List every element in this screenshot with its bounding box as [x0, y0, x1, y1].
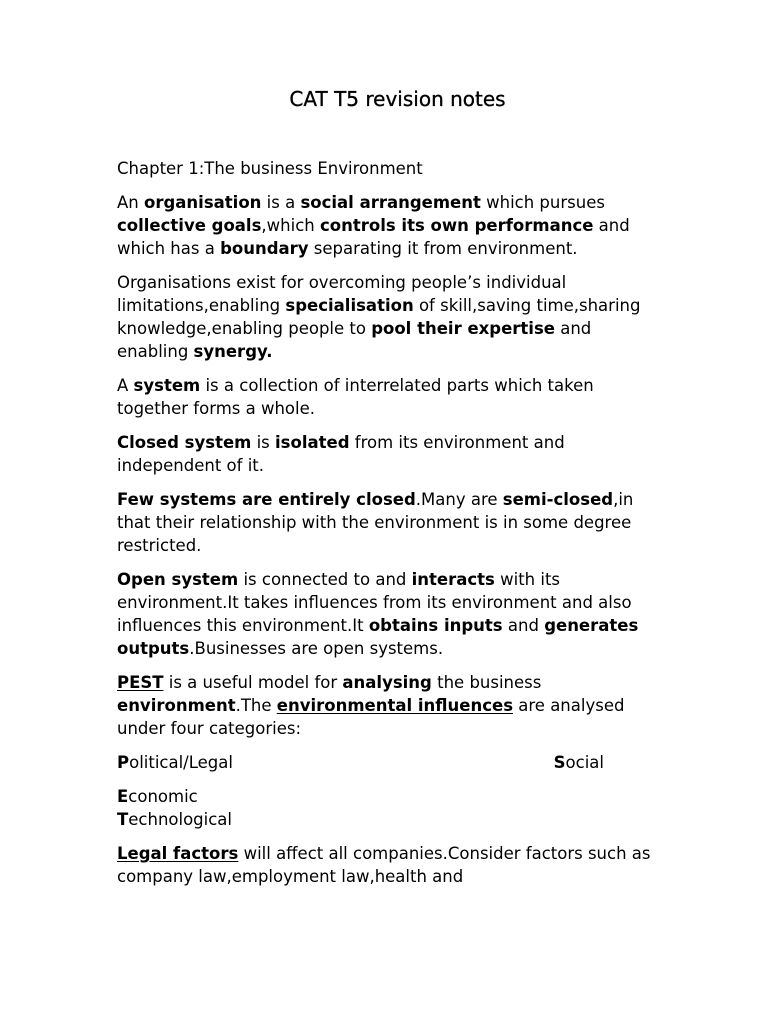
text-run: .Many are	[415, 490, 503, 509]
bold-term: controls its own performance	[319, 216, 594, 235]
text-run: the business	[431, 673, 542, 692]
underlined-term: Legal factors	[117, 844, 239, 863]
bold-term: collective goals	[117, 216, 262, 235]
environmental-influences-term	[277, 696, 513, 715]
pest-initial: P	[117, 753, 130, 772]
bold-term: obtains inputs	[368, 616, 503, 635]
text-run: is connected to and	[238, 570, 412, 589]
bold-term: system	[133, 376, 201, 395]
text-run: ,in that their relationship with the environment is in some degree restricted.	[117, 490, 634, 555]
underlined-term: PEST	[117, 673, 164, 692]
pest-label: conomic	[128, 787, 198, 806]
bold-term: organisation	[144, 193, 262, 212]
bold-term: Few systems are entirely closed	[117, 490, 416, 509]
bold-term: isolated	[275, 433, 350, 452]
text-run: and enabling	[117, 319, 592, 361]
bold-term: analysing	[342, 673, 432, 692]
text-run: which pursues	[480, 193, 605, 212]
legal-factors-term	[117, 844, 238, 863]
bold-term: generates outputs	[117, 616, 639, 658]
paragraph-system	[117, 374, 658, 420]
pest-label: ocial	[565, 753, 604, 772]
paragraph-few-systems	[117, 488, 658, 557]
chapter-heading: Chapter 1:The business Environment	[117, 159, 423, 178]
text-run: is	[251, 433, 276, 452]
bold-term: social arrangement	[300, 193, 481, 212]
paragraph-pest	[117, 671, 658, 740]
text-run: An	[117, 193, 144, 212]
paragraph-organisations-exist	[117, 271, 658, 363]
bold-term: synergy.	[193, 342, 273, 361]
bold-term: specialisation	[285, 296, 414, 315]
bold-term: boundary	[220, 239, 309, 258]
text-run: Organisations exist for overcoming people’s individual limitations,enabling	[117, 273, 567, 315]
pest-initial: T	[117, 810, 129, 829]
bold-term: environment	[117, 696, 236, 715]
text-run: ,which	[261, 216, 320, 235]
text-run: with its environment.It takes influences from its environment and also influences this environment.It	[117, 570, 632, 635]
pest-row-political-social	[117, 751, 604, 774]
document-title: CAT T5 revision notes	[289, 87, 506, 111]
pest-technological	[117, 810, 232, 829]
pest-label: echnological	[128, 810, 233, 829]
text-run: are analysed under four categories:	[117, 696, 625, 738]
bold-term: Open system	[117, 570, 239, 589]
bold-term: interacts	[411, 570, 495, 589]
text-run: of skill,saving time,sharing knowledge,enabling people to	[117, 296, 641, 338]
pest-label: olitical/Legal	[129, 753, 233, 772]
pest-political	[117, 751, 233, 774]
text-run: .The	[235, 696, 277, 715]
underlined-term: environmental influences	[276, 696, 514, 715]
paragraph-legal-factors	[117, 842, 658, 888]
pest-social	[554, 751, 604, 774]
pest-initial: E	[117, 787, 129, 806]
text-run: separating it from environment.	[308, 239, 578, 258]
paragraph-open-system	[117, 568, 658, 660]
text-run: is a collection of interrelated parts which taken together forms a whole.	[117, 376, 594, 418]
pest-economic	[117, 787, 198, 806]
text-run: from its environment and independent of it.	[117, 433, 565, 475]
text-run: A	[117, 376, 134, 395]
paragraph-closed-system	[117, 431, 658, 477]
pest-initial: S	[553, 753, 566, 772]
text-run: is a	[261, 193, 301, 212]
text-run: and which has a	[117, 216, 630, 258]
text-run: .Businesses are open systems.	[189, 639, 444, 658]
text-run: will affect all companies.Consider factors such as company law,employment law,health and	[117, 844, 651, 886]
bold-term: pool their expertise	[371, 319, 555, 338]
text-run: is a useful model for	[163, 673, 343, 692]
bold-term: Closed system	[117, 433, 252, 452]
text-run: and	[502, 616, 545, 635]
bold-term: semi-closed	[502, 490, 614, 509]
pest-term	[117, 673, 164, 692]
paragraph-organisation	[117, 191, 658, 260]
pest-economic-technological	[117, 785, 658, 831]
